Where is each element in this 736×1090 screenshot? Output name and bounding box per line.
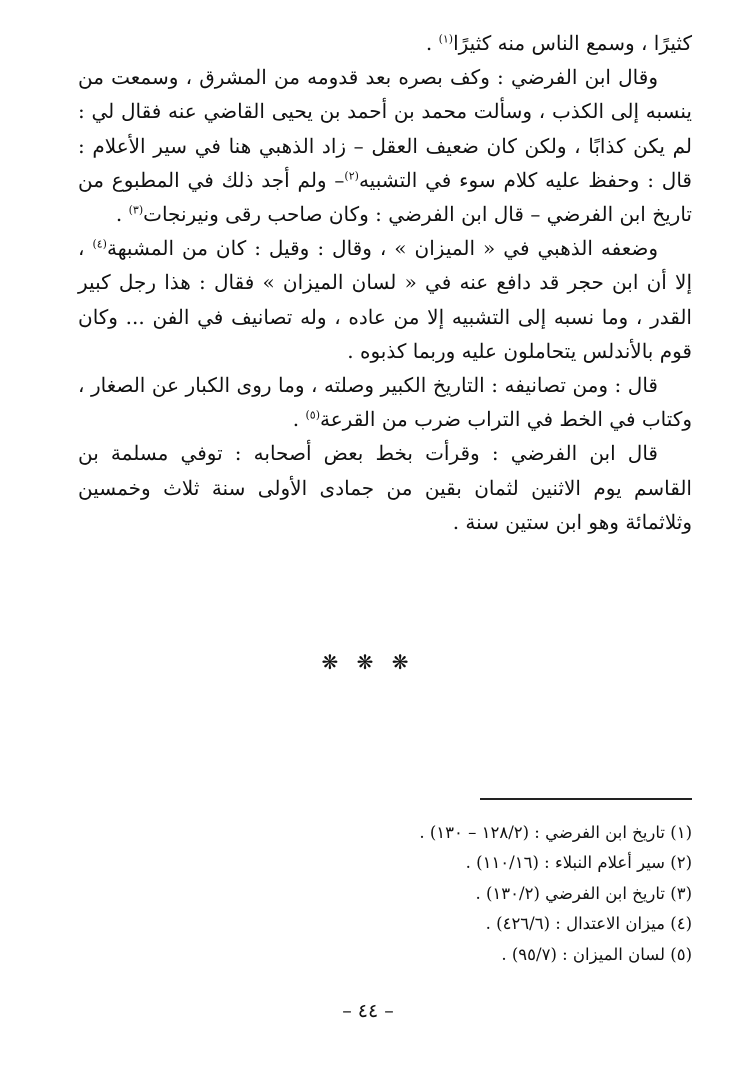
footnote: (٢) سير أعلام النبلاء : (١١٠/١٦) . (465, 853, 692, 873)
paragraph: قال : ومن تصانيفه : التاريخ الكبير وصلته ، وما روى الكبار عن الصغار ، وكتاب في الخط في التراب ضرب من القرعة$^{(٥)}$ . (78, 373, 692, 432)
footnote: (٣) تاريخ ابن الفرضي (١٣٠/٢) . (475, 883, 692, 903)
footnote-marker: (٣) (128, 203, 144, 217)
footnote-marker: (١) (438, 32, 454, 46)
footnotes-list (52, 818, 692, 970)
footnote-divider (480, 798, 692, 800)
footnote-marker: (٤) (92, 237, 107, 251)
main-text (78, 26, 692, 539)
footnote-marker: (٢) (344, 169, 359, 183)
section-separator: ❋ ❋ ❋ (321, 650, 415, 674)
footnote-marker: (٥) (305, 408, 320, 422)
paragraph: قال ابن الفرضي : وقرأت بخط بعض أصحابه : توفي مسلمة بن القاسم يوم الاثنين لثمان بقين من جمادى الأولى سنة ثلاث وخمسين وثلاثمائة وهو ابن ستين سنة . (78, 441, 692, 534)
paragraph: كثيرًا ، وسمع الناس منه كثيرًا$^{(١)}$ . (425, 31, 692, 55)
paragraph: وقال ابن الفرضي : وكف بصره بعد قدومه من المشرق ، وسمعت من ينسبه إلى الكذب ، وسألت محمد بن أحمد بن يحيى القاضي عنه فقال لي : لم يكن كذابًا ، ولكن كان ضعيف العقل – زاد الذهبي هنا في سير الأعلام : قال : وحفظ عليه كلام سوء في التشبيه$^{(٢)}$– ولم أجد ذلك في المطبوع من تاريخ ابن الفرضي – قال ابن الفرضي : وكان صاحب رقى ونيرنجات$^{(٣)}$ . (78, 65, 692, 227)
footnote: (١) تاريخ ابن الفرضي : (١٢٨/٢ – ١٣٠) . (419, 823, 692, 842)
paragraph: وضعفه الذهبي في « الميزان » ، وقال : وقيل : كان من المشبهة$^{(٤)}$ ، إلا أن ابن حجر قد دافع عنه في « لسان الميزان » فقال : هذا رجل كبير القدر ، وما نسبه إلى التشبيه إلا من عاده ، وله تصانيف في الفن ... وكان قوم بالأندلس يتحاملون عليه وربما كذبوه . (78, 236, 692, 363)
footnote: (٤) ميزان الاعتدال : (٤٢٦/٦) . (485, 914, 692, 934)
page-number: – ٤٤ – (342, 1000, 394, 1022)
footnote: (٥) لسان الميزان : (٩٥/٧) . (501, 944, 692, 964)
